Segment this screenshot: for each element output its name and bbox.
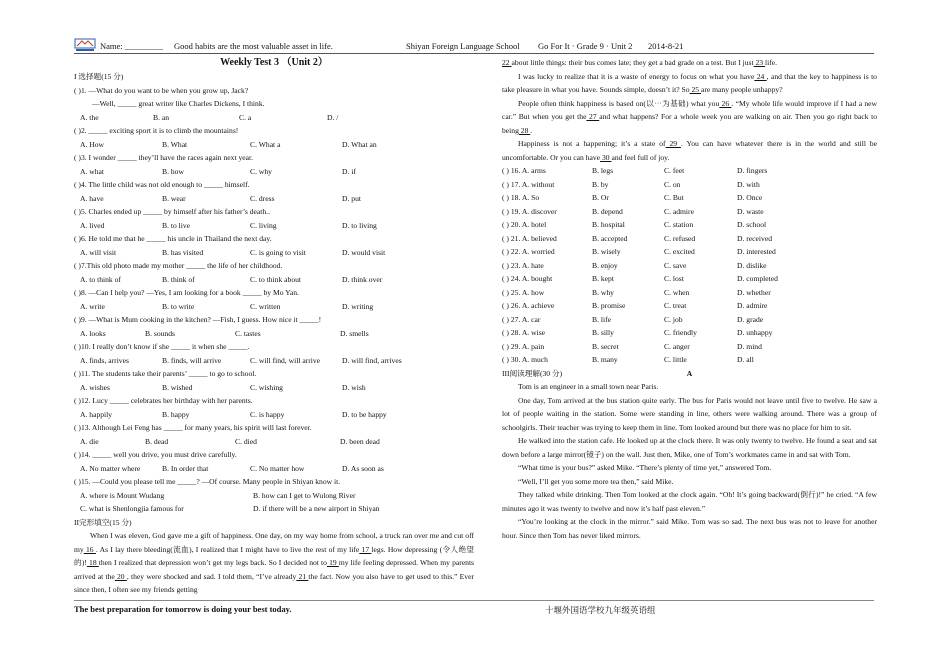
question-text: ( )3. I wonder _____ they’ll have the races again next year. bbox=[74, 153, 254, 162]
question-text: ( )5. Charles ended up _____ by himself after his father’s death.. bbox=[74, 207, 270, 216]
option: B. Or bbox=[592, 193, 609, 202]
cloze-option-row bbox=[502, 299, 877, 313]
question-text: ( )14. _____ well you drive, you must drive carefully. bbox=[74, 450, 237, 459]
text: Happiness is not a happening; it’s a state of bbox=[518, 139, 666, 148]
question-15 bbox=[74, 475, 474, 516]
blank-27: 27 bbox=[586, 112, 600, 121]
cloze-paragraph-1 bbox=[74, 529, 474, 597]
option: C. excited bbox=[664, 247, 695, 256]
option: A. to think of bbox=[80, 274, 121, 284]
question-text: ( )7.This old photo made my mother _____ the life of her childhood. bbox=[74, 261, 283, 270]
option: D. received bbox=[737, 233, 772, 243]
section3-heading: III阅读理解(30 分) bbox=[502, 368, 563, 378]
option: D. unhappy bbox=[737, 328, 773, 337]
question-3 bbox=[74, 151, 474, 178]
option: C. on bbox=[664, 179, 681, 189]
option: C. little bbox=[664, 355, 687, 364]
blank-29: 29 bbox=[665, 139, 681, 148]
option: D. writing bbox=[342, 301, 374, 311]
option: A. How bbox=[80, 139, 105, 149]
options-row bbox=[74, 327, 474, 341]
option: A. write bbox=[80, 301, 105, 311]
option: ( ) 19. A. discover bbox=[502, 206, 557, 216]
option: D. whether bbox=[737, 287, 771, 297]
option: D. grade bbox=[737, 314, 764, 324]
option: C. when bbox=[664, 287, 690, 297]
option: B. how bbox=[162, 166, 184, 176]
option: D. put bbox=[342, 193, 361, 203]
option: B. has visited bbox=[162, 247, 204, 257]
blank-25: 25 bbox=[689, 85, 701, 94]
option: B. an bbox=[153, 112, 170, 122]
option: C. anger bbox=[664, 341, 690, 351]
option: D. Once bbox=[737, 193, 763, 202]
question-text: ( )6. He told me that he _____ his uncle in Thailand the next day. bbox=[74, 234, 272, 243]
reading-paragraph: Tom is an engineer in a small town near Paris. bbox=[518, 382, 659, 391]
blank-21: 21 bbox=[296, 571, 309, 581]
text: . You can have whatever there is in the world and still be uncomfortable. Or you can have bbox=[502, 139, 877, 162]
option: D. with bbox=[737, 179, 760, 189]
option: D. smells bbox=[340, 328, 369, 338]
text: and what happens? For a whole week you are walking on air. Then you go right back to being bbox=[502, 112, 878, 135]
option: D. would visit bbox=[342, 247, 386, 257]
option: B. life bbox=[592, 314, 611, 324]
text: then I realized that depression won’t get my legs back. So I decided not to bbox=[98, 558, 327, 567]
option: C. a bbox=[239, 112, 252, 122]
cloze-paragraph-3 bbox=[502, 97, 877, 138]
header-divider bbox=[74, 53, 874, 54]
option: ( ) 28. A. wise bbox=[502, 328, 546, 337]
section1-heading: I 选择题(15 分) bbox=[74, 72, 124, 81]
footer-department: 十堰外国语学校九年级英语组 bbox=[545, 605, 656, 615]
option: C. lost bbox=[664, 274, 684, 283]
text: and feel full of joy. bbox=[611, 152, 670, 162]
question-10 bbox=[74, 340, 474, 367]
option: B. how can I get to Wulong River bbox=[253, 490, 356, 500]
option: B. happy bbox=[162, 409, 190, 419]
option: ( ) 17. A. without bbox=[502, 179, 555, 189]
option: A. looks bbox=[80, 328, 106, 338]
option: C. why bbox=[250, 166, 272, 176]
option: B. legs bbox=[592, 166, 614, 175]
option: C. But bbox=[664, 193, 684, 202]
option: B. secret bbox=[592, 341, 619, 351]
blank-16: 16 bbox=[83, 544, 96, 554]
question-5 bbox=[74, 205, 474, 232]
question-4 bbox=[74, 178, 474, 205]
text: , they were shocked and sad. I told them, “I’ve already bbox=[126, 571, 297, 581]
option: D. if there will be a new airport in Shiyan bbox=[253, 504, 380, 513]
reading-paragraph: He walked into the station cafe. He looked up at the clock there. It was only twenty to twelve. He found a seat and sat down before a large mirror(镜子) on the wall. Just then, Mike, one of Tom’s workmates came in and sat with Tom. bbox=[502, 436, 877, 459]
blank-22: 22 bbox=[502, 58, 512, 67]
page-title: Weekly Test 3 （Unit 2） bbox=[220, 57, 328, 68]
option: A. have bbox=[80, 193, 104, 203]
option: D. wish bbox=[342, 382, 366, 392]
cloze-option-row bbox=[502, 286, 877, 300]
option: C. save bbox=[664, 260, 687, 270]
option: C. to think about bbox=[250, 274, 302, 284]
page-header bbox=[74, 40, 874, 52]
question-text: ( )4. The little child was not old enough to _____ himself. bbox=[74, 180, 250, 189]
option: D. if bbox=[342, 166, 356, 176]
option: ( ) 25. A. how bbox=[502, 287, 545, 297]
question-text: —Well, _____ great writer like Charles Dickens, I think. bbox=[92, 99, 265, 108]
option: C. friendly bbox=[664, 328, 697, 337]
text: . bbox=[530, 125, 533, 135]
header-motto: Good habits are the most valuable asset in life. bbox=[174, 41, 333, 51]
blank-23: 23 bbox=[753, 58, 765, 67]
option: A. happily bbox=[80, 409, 113, 419]
option: C. is happy bbox=[250, 409, 285, 419]
cloze-option-row bbox=[502, 232, 877, 246]
option: D. mind bbox=[737, 341, 762, 351]
text: are many people unhappy? bbox=[700, 85, 783, 94]
option: ( ) 23. A. hate bbox=[502, 260, 544, 270]
text: the fact. Now you also have to get used to this.” Ever since then, I often see my friends getting bbox=[74, 571, 475, 594]
question-text: ( )15. —Could you please tell me _____? —Of course. Many people in Shiyan know it. bbox=[74, 477, 341, 486]
text: , and that the key to happiness is to take pleasure in what you have. Sounds simple, doesn’t it? So bbox=[502, 71, 877, 94]
option: B. silly bbox=[592, 328, 614, 337]
footer-divider bbox=[74, 600, 874, 601]
reading-paragraph: “You’re looking at the clock in the mirror.” said Mike. Tom was so sad. The next bus was not to leave for another hour. Since then Tom has never liked mirrors. bbox=[502, 517, 877, 540]
option: ( ) 27. A. car bbox=[502, 314, 541, 324]
question-6 bbox=[74, 232, 474, 259]
cloze-option-row bbox=[502, 218, 877, 232]
text: legs. How depressing (令人绝望的)! bbox=[74, 544, 475, 567]
text: my life feeling depressed. When my parents arrived at the bbox=[74, 558, 475, 581]
question-8 bbox=[74, 286, 474, 313]
option: B. sounds bbox=[145, 328, 175, 338]
options-row bbox=[74, 381, 474, 395]
option: D. think over bbox=[342, 274, 383, 284]
cloze-option-row bbox=[502, 205, 877, 219]
name-field: Name: _________ bbox=[100, 41, 164, 51]
option: A. where is Mount Wudang bbox=[80, 490, 165, 500]
text: . “My whole life would improve if I had a new car.” But when you get the bbox=[502, 98, 877, 121]
section2-heading: II完形填空(15 分) bbox=[74, 517, 132, 527]
option: D. completed bbox=[737, 274, 778, 283]
option: C. dress bbox=[250, 193, 275, 203]
option: B. accepted bbox=[592, 233, 628, 243]
question-9 bbox=[74, 313, 474, 340]
blank-28: 28 bbox=[518, 125, 531, 135]
question-12 bbox=[74, 394, 474, 421]
blank-20: 20 bbox=[114, 571, 127, 581]
header-course: Go For It · Grade 9 · Unit 2 bbox=[538, 41, 633, 51]
option: ( ) 24. A. bought bbox=[502, 274, 553, 283]
blank-30: 30 bbox=[600, 152, 612, 162]
question-text: ( )11. The students take their parents’ _____ to go to school. bbox=[74, 369, 257, 378]
options-row bbox=[74, 192, 474, 206]
text: When I was eleven, God gave me a gift of happiness. One day, on my way home from school, a truck ran over me and cut off my bbox=[74, 531, 474, 554]
option: C. job bbox=[664, 314, 683, 324]
header-date: 2014-8-21 bbox=[648, 41, 684, 51]
question-text: ( )9. —What is Mum cooking in the kitchen? —Fish, I guess. How nice it _____! bbox=[74, 315, 322, 324]
options-row bbox=[74, 354, 474, 368]
question-7 bbox=[74, 259, 474, 286]
option: D. all bbox=[737, 355, 754, 364]
cloze-option-row bbox=[502, 245, 877, 259]
option: ( ) 30. A. much bbox=[502, 355, 548, 364]
option: A. will visit bbox=[80, 247, 117, 257]
option: ( ) 20. A. hotel bbox=[502, 220, 547, 229]
option: ( ) 22. A. worried bbox=[502, 247, 555, 256]
option: D. will find, arrives bbox=[342, 355, 402, 365]
option: B. to write bbox=[162, 301, 195, 311]
option: B. kept bbox=[592, 274, 614, 283]
option: C. will find, will arrive bbox=[250, 355, 321, 365]
options-row bbox=[74, 138, 474, 152]
option: A. the bbox=[80, 112, 99, 122]
option: D. been dead bbox=[340, 436, 380, 446]
question-text: ( )12. Lucy _____ celebrates her birthday with her parents. bbox=[74, 396, 253, 405]
option: C. station bbox=[664, 220, 694, 229]
option: C. living bbox=[250, 220, 277, 230]
option: A. lived bbox=[80, 220, 105, 230]
reading-paragraph: “Well, I’ll get you some more tea then,” said Mike. bbox=[518, 476, 674, 486]
question-text: ( )10. I really don’t know if she _____ it when she _____. bbox=[74, 342, 250, 351]
option: D. dislike bbox=[737, 260, 767, 270]
option: C. admire bbox=[664, 206, 694, 216]
options-row bbox=[74, 408, 474, 422]
option: C. wishing bbox=[250, 382, 283, 392]
option: D. to living bbox=[342, 220, 377, 230]
cloze-option-row bbox=[502, 326, 877, 340]
cloze-option-row bbox=[502, 340, 877, 354]
option: ( ) 18. A. So bbox=[502, 193, 540, 202]
option: B. dead bbox=[145, 436, 169, 446]
blank-24: 24 bbox=[754, 71, 767, 81]
footer-motto: The best preparation for tomorrow is doing your best today. bbox=[74, 604, 292, 614]
option: D. to be happy bbox=[342, 409, 387, 419]
question-text: ( )8. —Can I help you? —Yes, I am looking for a book _____ by Mo Yan. bbox=[74, 288, 299, 297]
question-text: ( )1. —What do you want to be when you grow up, Jack? bbox=[74, 85, 249, 95]
question-text: ( )2. _____ exciting sport it is to climb the mountains! bbox=[74, 126, 239, 135]
right-column bbox=[502, 56, 877, 542]
reading-paragraph: They talked while drinking. Then Tom looked at the clock again. “Oh! It’s going backward(倒行)!” he cried. “A few minutes ago it was twenty to twelve and now it’s half past eleven.” bbox=[502, 490, 877, 513]
reading-part-label: A bbox=[686, 368, 693, 378]
cloze-option-row bbox=[502, 191, 877, 205]
options-row bbox=[74, 462, 474, 476]
option: C. treat bbox=[664, 301, 687, 310]
option: B. wear bbox=[162, 193, 186, 203]
option: B. What bbox=[162, 139, 188, 149]
options-row bbox=[74, 300, 474, 314]
option: C. What a bbox=[250, 139, 281, 149]
option: ( ) 16. A. arms bbox=[502, 166, 546, 175]
left-column bbox=[74, 56, 474, 597]
option: A. No matter where bbox=[80, 463, 141, 473]
option: A. wishes bbox=[80, 382, 110, 392]
option: B. think of bbox=[162, 274, 195, 284]
header-school: Shiyan Foreign Language School bbox=[406, 41, 520, 51]
options-row bbox=[74, 219, 474, 233]
option: B. to live bbox=[162, 220, 191, 230]
option: B. wished bbox=[162, 382, 193, 392]
option: C. died bbox=[235, 436, 257, 446]
cloze-option-row bbox=[502, 259, 877, 273]
option: A. finds, arrives bbox=[80, 355, 129, 365]
cloze-option-row bbox=[502, 164, 877, 178]
option: ( ) 29. A. pain bbox=[502, 341, 545, 351]
cloze-paragraph-2 bbox=[502, 70, 877, 97]
options-row bbox=[74, 489, 474, 503]
option: C. feet bbox=[664, 166, 685, 175]
text: . As I lay there bleeding(流血), I realized that I might have to live the rest of my life bbox=[95, 544, 360, 554]
blank-17: 17 bbox=[359, 544, 372, 554]
option: B. by bbox=[592, 179, 609, 189]
text: life. bbox=[765, 58, 778, 67]
options-row bbox=[74, 246, 474, 260]
cloze-option-row bbox=[502, 272, 877, 286]
text: I was lucky to realize that it is a waste of energy to focus on what you have bbox=[518, 71, 755, 81]
option: A. what bbox=[80, 166, 105, 176]
option: B. enjoy bbox=[592, 260, 618, 270]
question-text: ( )13. Although Lei Feng has _____ for many years, his spirit will last forever. bbox=[74, 423, 312, 432]
blank-18: 18 bbox=[86, 558, 99, 567]
option: B. hospital bbox=[592, 220, 625, 229]
option: D. school bbox=[737, 220, 767, 229]
option: D. As soon as bbox=[342, 463, 384, 473]
question-13 bbox=[74, 421, 474, 448]
blank-19: 19 bbox=[326, 558, 339, 567]
option: B. finds, will arrive bbox=[162, 355, 222, 365]
cloze-option-row bbox=[502, 353, 877, 367]
option: B. promise bbox=[592, 301, 626, 310]
blank-26: 26 bbox=[719, 98, 732, 108]
cloze-paragraph-1-cont bbox=[502, 56, 877, 70]
options-row bbox=[74, 435, 474, 449]
options-row bbox=[74, 502, 474, 516]
options-row bbox=[74, 165, 474, 179]
option: D. admire bbox=[737, 301, 768, 310]
question-2 bbox=[74, 124, 474, 151]
reading-paragraph: One day, Tom arrived at the bus station quite early. The bus for Paris would not leave until five to twelve. He saw a lot of people waiting in the station. Some were standing in line, others were walking around. There was a group of schoolgirls. Their teacher was trying to keep them in line. Tom looked around but there was no place for him to sit. bbox=[502, 395, 877, 432]
text: People often think happiness is based on(以⋯为基础) what you bbox=[518, 98, 720, 108]
reading-paragraph: “What time is your bus?” asked Mike. “There’s plenty of time yet,” answered Tom. bbox=[518, 463, 772, 472]
option: D. What an bbox=[342, 139, 377, 149]
cloze-option-row bbox=[502, 178, 877, 192]
option: B. why bbox=[592, 287, 614, 297]
option: D. waste bbox=[737, 206, 764, 216]
option: D. / bbox=[327, 112, 339, 122]
option: A. die bbox=[80, 436, 99, 446]
options-row bbox=[74, 111, 474, 125]
question-11 bbox=[74, 367, 474, 394]
question-1 bbox=[74, 84, 474, 125]
cloze-paragraph-4 bbox=[502, 137, 877, 164]
option: ( ) 26. A. achieve bbox=[502, 301, 555, 310]
option: C. tastes bbox=[235, 328, 261, 338]
cloze-option-row bbox=[502, 313, 877, 327]
option: C. written bbox=[250, 301, 281, 311]
option: D. fingers bbox=[737, 166, 768, 175]
option: C. No matter how bbox=[250, 463, 305, 473]
option: C. is going to visit bbox=[250, 247, 306, 257]
question-14 bbox=[74, 448, 474, 475]
option: B. depend bbox=[592, 206, 623, 216]
option: C. what is Shenlongjia famous for bbox=[80, 504, 184, 513]
option: ( ) 21. A. believed bbox=[502, 233, 557, 243]
option: B. wisely bbox=[592, 247, 621, 256]
option: C. refused bbox=[664, 233, 696, 243]
option: B. many bbox=[592, 355, 618, 364]
option: D. interested bbox=[737, 247, 776, 256]
option: B. In order that bbox=[162, 463, 209, 473]
options-row bbox=[74, 273, 474, 287]
text: about little things: their bus comes late; they get a bad grade on a test. But I just bbox=[511, 58, 754, 67]
